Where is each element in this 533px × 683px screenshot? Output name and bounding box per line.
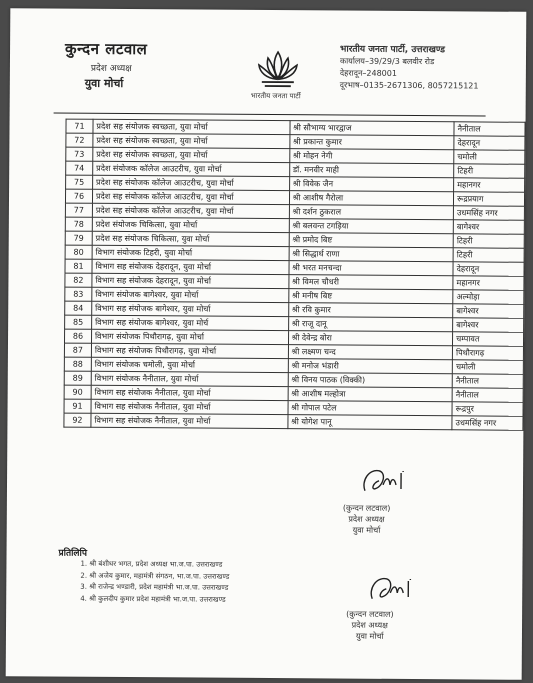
member-name: श्री भरत मनचन्दा: [289, 261, 454, 276]
serial-number: 87: [64, 343, 91, 357]
copy-to-item: 1. श्री बंशीधर भगत, प्रदेश अध्यक्ष भा.ज.पा. उत्तराखण्ड: [80, 559, 223, 569]
district: महानगर: [453, 276, 524, 290]
copy-to-item: 3. श्री राजेन्द्र भण्डारी, प्रदेश महामंत्री भा.ज.पा. उत्तराखण्ड: [80, 582, 229, 592]
serial-number: 80: [65, 245, 92, 259]
member-name: श्री गोपाल पटेल: [288, 401, 453, 416]
signature-image: [359, 463, 419, 501]
district: अल्मोड़ा: [453, 290, 524, 304]
post-title: प्रदेश सह संयोजक कॉलेज आउटरीच, युवा मोर्चा: [93, 175, 290, 190]
post-title: विभाग संयोजक बागेश्वर, युवा मोर्चा: [92, 287, 289, 302]
serial-number: 79: [65, 231, 92, 245]
post-title: विभाग संयोजक नैनीताल, युवा मोर्चा: [91, 371, 288, 386]
serial-number: 73: [66, 147, 93, 161]
post-title: विभाग संयोजक पिथौरागढ़, युवा मोर्चा: [91, 329, 288, 344]
letterhead-right: [340, 44, 479, 93]
member-name: डॉ. मनवीर माही: [289, 163, 454, 178]
table-row: [64, 413, 523, 430]
member-name: श्री विवेक जैन: [289, 177, 454, 192]
party-name: भारतीय जनता पार्टी, उत्तराखण्ड: [340, 44, 445, 56]
post-title: प्रदेश सह संयोजक कॉलेज आउटरीच, युवा मोर्चा: [92, 189, 289, 204]
signature-image: [366, 571, 426, 609]
sender-name: कुन्दन लटवाल: [64, 39, 148, 59]
post-title: विभाग सह संयोजक नैनीताल, युवा मोर्चा: [91, 399, 288, 414]
member-name: श्री मनोज भंडारी: [288, 359, 453, 374]
district: रूद्रपुर: [452, 402, 523, 416]
district: नैनीताल: [454, 122, 525, 136]
member-name: श्री प्रकान्त कुमार: [289, 135, 454, 150]
post-title: प्रदेश सह संयोजक स्वच्छता, युवा मोर्चा: [93, 133, 290, 148]
post-title: प्रदेश संयोजक चिकित्सा, युवा मोर्चा: [92, 217, 289, 232]
phone-numbers: दूरभाष–0135-2671306, 8057215121: [339, 80, 479, 91]
post-title: विभाग सह संयोजक देहरादून, युवा मोर्चा: [92, 259, 289, 274]
member-name: श्री आशीष मल्होत्रा: [288, 387, 453, 402]
district: नैनीताल: [452, 388, 523, 402]
serial-number: 74: [66, 161, 93, 175]
copy-to-item: 2. श्री अजेय कुमार, महामंत्री संगठन, भा.ज.पा. उत्तराखण्ड: [80, 571, 230, 581]
post-title: विभाग सह संयोजक नैनीताल, युवा मोर्चा: [91, 413, 288, 428]
serial-number: 89: [64, 371, 91, 385]
district: टिहरी: [453, 248, 524, 262]
signatory-role: प्रदेश अध्यक्ष: [351, 620, 388, 630]
serial-number: 88: [64, 357, 91, 371]
serial-number: 86: [65, 329, 92, 343]
district: बागेश्वर: [453, 304, 524, 318]
signatory-wing: युवा मोर्चा: [355, 631, 384, 641]
office-address: कार्यालय–39/29/3 बलवीर रोड: [339, 56, 435, 67]
district: उधमसिंह नगर: [452, 416, 523, 430]
district: पिथौरागढ़: [453, 346, 524, 360]
serial-number: 85: [65, 315, 92, 329]
post-title: विभाग सह संयोजक देहरादून, युवा मोर्चा: [92, 273, 289, 288]
lotus-logo-icon: [256, 48, 300, 90]
post-title: प्रदेश सह संयोजक चिकित्सा, युवा मोर्चा: [92, 231, 289, 246]
district: चमोली: [452, 360, 523, 374]
signatory-name: (कुन्दन लटवाल): [342, 503, 391, 513]
member-name: श्री योगेश पानू: [288, 415, 453, 430]
serial-number: 90: [64, 385, 91, 399]
member-name: श्री बलवन्त टगड़िया: [289, 219, 454, 234]
member-name: श्री विमल चौधरी: [289, 275, 454, 290]
signature-block-2: [346, 609, 394, 642]
serial-number: 72: [66, 133, 93, 147]
copy-to-heading: प्रतिलिपि: [58, 548, 88, 559]
post-title: विभाग सह संयोजक नैनीताल, युवा मोर्चा: [91, 385, 288, 400]
district: रूद्रप्रयाग: [454, 192, 525, 206]
serial-number: 82: [65, 273, 92, 287]
header-divider: [54, 113, 486, 117]
serial-number: 75: [66, 175, 93, 189]
district: देहरादून: [454, 136, 525, 150]
post-title: प्रदेश संयोजक कॉलेज आउटरीच, युवा मोर्चा: [93, 161, 290, 176]
serial-number: 81: [65, 259, 92, 273]
post-title: विभाग संयोजक टिहरी, युवा मोर्चा: [92, 245, 289, 260]
member-name: श्री देवेन्द्र बोरा: [288, 331, 453, 346]
sender-wing: युवा मोर्चा: [84, 76, 124, 90]
serial-number: 76: [65, 189, 92, 203]
signatory-role: प्रदेश अध्यक्ष: [348, 514, 385, 524]
district: चम्पावत: [453, 332, 524, 346]
serial-number: 77: [65, 203, 92, 217]
logo-caption: भारतीय जनता पार्टी: [250, 91, 301, 101]
serial-number: 84: [65, 301, 92, 315]
member-name: श्री राजू दानू: [288, 317, 453, 332]
signatory-wing: युवा मोर्चा: [352, 525, 381, 535]
city-pin: देहरादून–248001: [339, 68, 398, 78]
serial-number: 71: [66, 119, 93, 133]
copy-to-list: [80, 559, 229, 606]
serial-number: 92: [64, 413, 91, 427]
district: देहरादून: [453, 262, 524, 276]
member-name: श्री दर्शन ठुकराल: [289, 205, 454, 220]
signatory-name: (कुन्दन लटवाल): [346, 609, 394, 619]
serial-number: 83: [65, 287, 92, 301]
district: चमोली: [454, 150, 525, 164]
post-title: विभाग सह संयोजक पिथौरागढ़, युवा मोर्चा: [91, 343, 288, 358]
signature-block-1: [343, 503, 391, 536]
serial-number: 78: [65, 217, 92, 231]
post-title: विभाग संयोजक चमोली, युवा मोर्चा: [91, 357, 288, 372]
member-name: श्री मोहन नेगी: [289, 149, 454, 164]
appointments-table: [63, 119, 525, 431]
member-name: श्री आशीष गैरोला: [289, 191, 454, 206]
letter-page: [6, 8, 527, 680]
sender-role: प्रदेश अध्यक्ष: [90, 63, 132, 75]
district: बागेश्वर: [453, 318, 524, 332]
district: टिहरी: [453, 234, 524, 248]
district: उधमसिंह नगर: [453, 206, 524, 220]
member-name: श्री रवि कुमार: [288, 303, 453, 318]
member-name: श्री प्रमोद बिष्ट: [289, 233, 454, 248]
post-title: विभाग सह संयोजक बागेश्वर, युवा मोर्च: [92, 315, 289, 330]
member-name: श्री सिद्धार्थ राणा: [289, 247, 454, 262]
post-title: प्रदेश सह संयोजक स्वच्छता, युवा मोर्चा: [93, 119, 290, 134]
post-title: प्रदेश सह संयोजक स्वच्छता, युवा मोर्चा: [93, 147, 290, 162]
member-name: श्री मनीष बिष्ट: [288, 289, 453, 304]
district: टिहरी: [454, 164, 525, 178]
post-title: प्रदेश सह संयोजक कॉलेज आउटरीच, युवा मोर्चा: [92, 203, 289, 218]
member-name: श्री विनय पाठक (विक्की): [288, 373, 453, 388]
copy-to-item: 4. श्री कुलदीप कुमार प्रदेश महामंत्री भा.ज.पा. उत्तराखण्ड: [80, 594, 226, 604]
member-name: श्री सौभाग्य भारद्वाज: [290, 121, 455, 136]
district: महानगर: [454, 178, 525, 192]
district: नैनीताल: [452, 374, 523, 388]
post-title: विभाग सह संयोजक बागेश्वर, युवा मोर्चा: [92, 301, 289, 316]
member-name: श्री लक्ष्मण चन्द: [288, 345, 453, 360]
serial-number: 91: [64, 399, 91, 413]
district: बागेश्वर: [453, 220, 524, 234]
letterhead-left: [65, 39, 148, 92]
